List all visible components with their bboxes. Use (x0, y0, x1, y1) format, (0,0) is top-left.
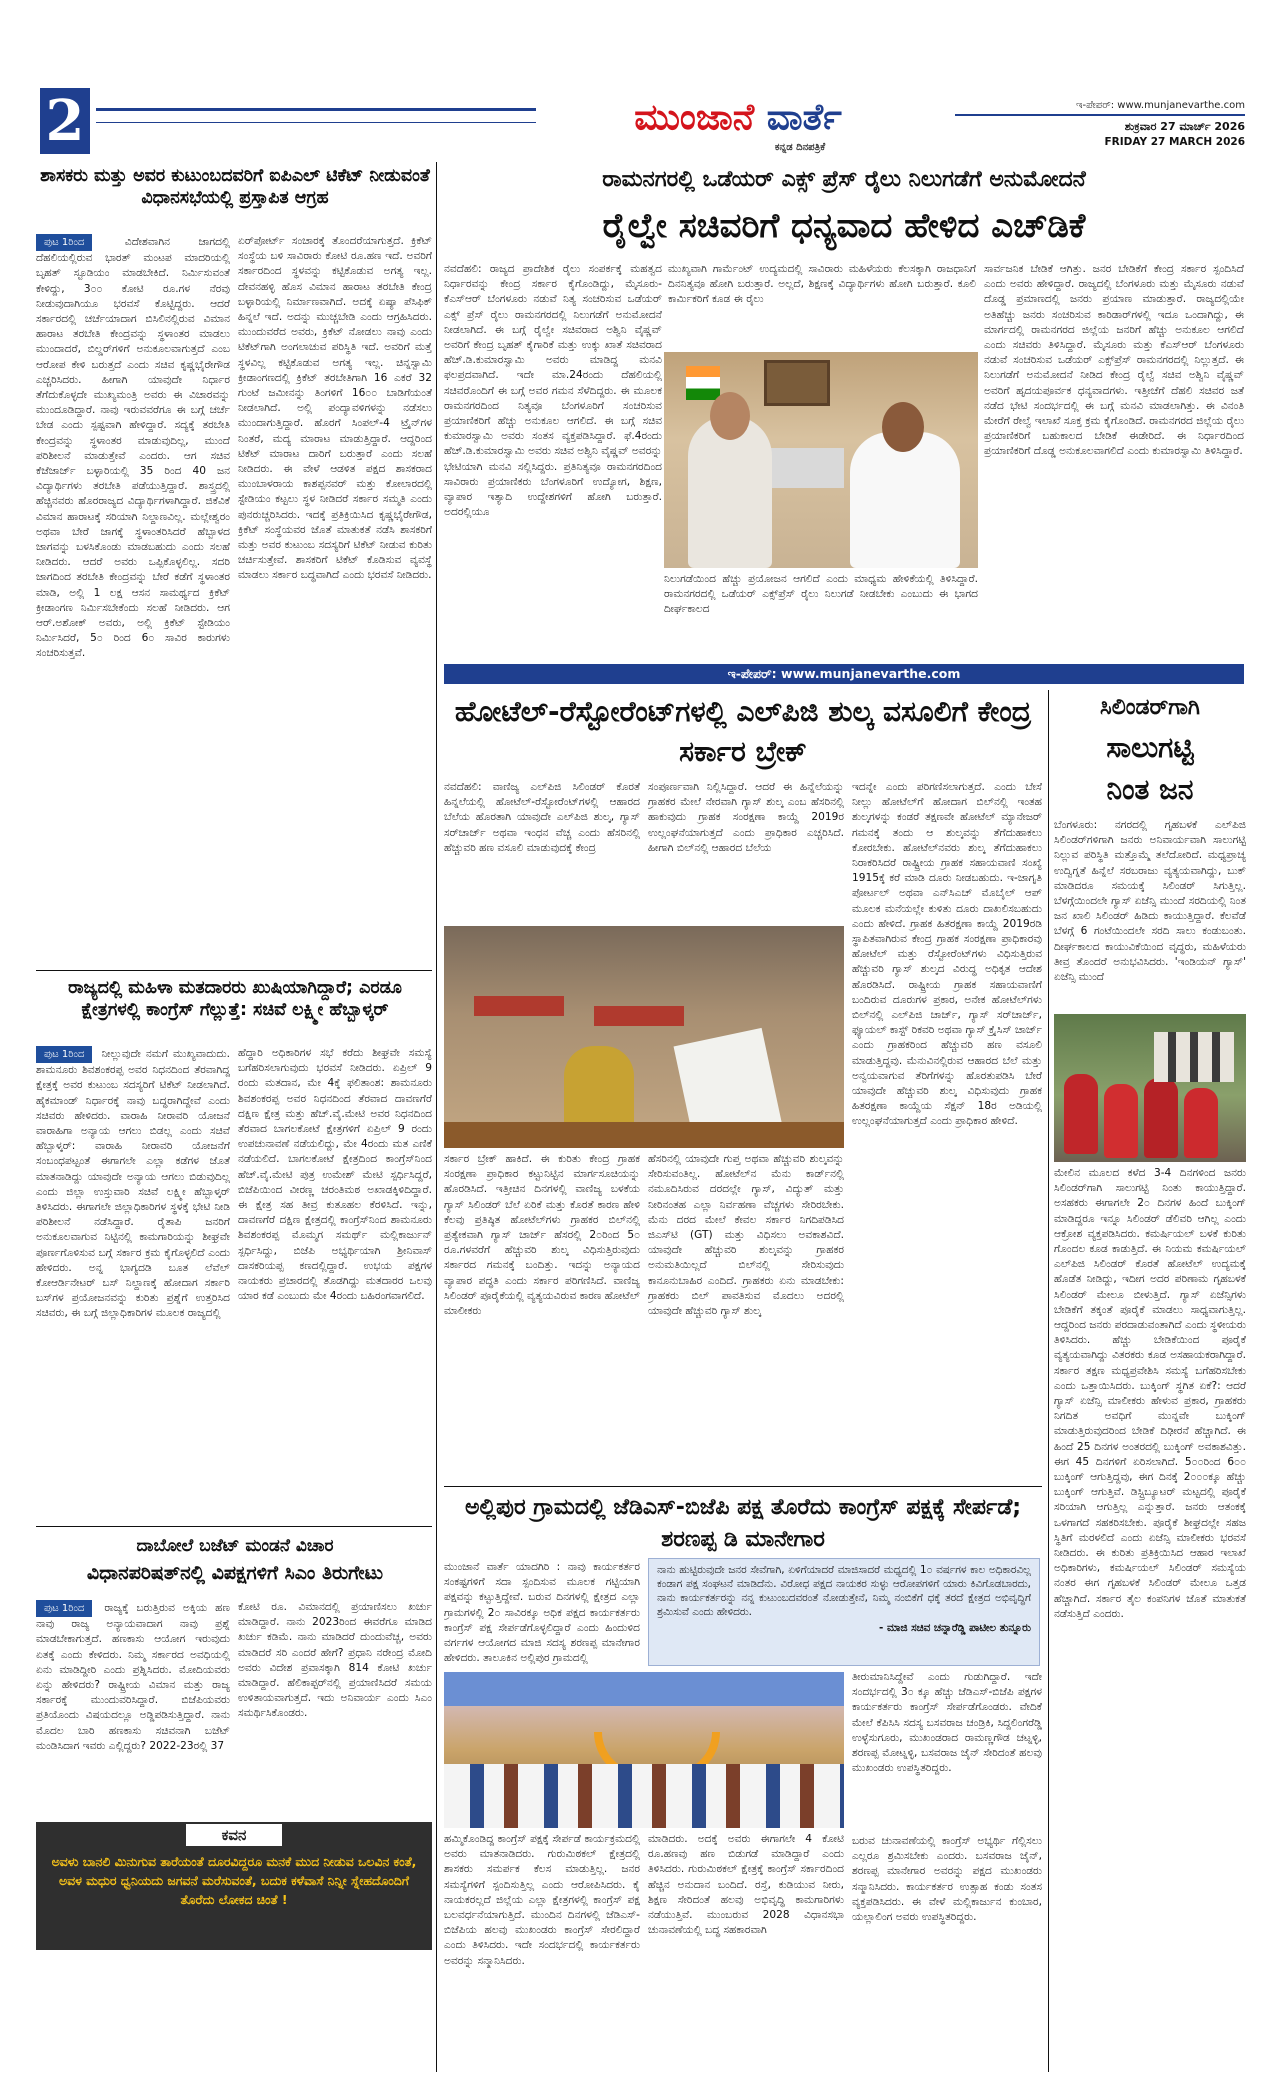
masthead-date-kannada: ಶುಕ್ರವಾರ 27 ಮಾರ್ಚ್ 2026 (1124, 120, 1245, 133)
alipura-text-2-bottom: ಮಾಡಿದರು. ಅದಕ್ಕೆ ಅವರು ಈಗಾಗಲೇ 4 ಕೋಟಿ ರೂ.ಹಣವು ಹಣ ಬಿಡುಗಡೆ ಮಾಡಿದ್ದಾರೆ ಎಂದು ತಿಳಿಸಿದರು. ಗುರುಮಿಠಕಲ್ ಕ್ಷೇತ್ರಕ್ಕೆ ಕಾಂಗ್ರೆಸ್ ಸರ್ಕಾರದಿಂದ ಹೆಚ್ಚಿನ ಅನುದಾನ ಬಂದಿದೆ. ರಸ್ತೆ, ಕುಡಿಯುವ ನೀರು, ಶಿಕ್ಷಣ ಸೇರಿದಂತೆ ಹಲವು ಅಭಿವೃದ್ಧಿ ಕಾಮಗಾರಿಗಳು ನಡೆಯುತ್ತಿವೆ. ಮುಂಬರುವ 2028 ವಿಧಾನಸಭಾ ಚುನಾವಣೆಯಲ್ಲಿ ಬದ್ಧ ಸಹಕಾರವಾಗಿ (648, 1833, 844, 1937)
alipura-column-1 (444, 1560, 640, 1668)
lpg-column-2 (648, 780, 844, 922)
photo-person-right (850, 432, 960, 568)
masthead-rule-right (955, 114, 1245, 116)
budget-column-1 (36, 1600, 230, 1816)
photo-cylinder-1 (1064, 1074, 1098, 1154)
alipura-column-3 (852, 1670, 1042, 1830)
masthead-title-part1: ಮುಂಜಾನೆ (634, 97, 755, 138)
budget-dateline: ಪುಟ 1ರಿಂದ (36, 1600, 92, 1617)
lpg-column-2-bottom (648, 1152, 844, 1480)
alipura-text-1-bottom: ಹಮ್ಮಿಕೊಂಡಿದ್ದ ಕಾಂಗ್ರೆಸ್ ಪಕ್ಷಕ್ಕೆ ಸೇರ್ಪಡೆ ಕಾರ್ಯಕ್ರಮದಲ್ಲಿ ಅವರು ಮಾತನಾಡಿದರು. ಗುರುಮಿಠಕಲ್ ಕ್ಷೇತ್ರದಲ್ಲಿ ಶಾಸಕರು ಸಮರ್ಪಕ ಕೆಲಸ ಮಾಡುತ್ತಿಲ್ಲ. ಜನರ ಸಮಸ್ಯೆಗಳಿಗೆ ಸ್ಪಂದಿಸುತ್ತಿಲ್ಲ ಎಂದು ಆರೋಪಿಸಿದರು. ಕೈ ನಾಯಕರಲ್ಲದೆ ಜಿಲ್ಲೆಯ ಎಲ್ಲಾ ಕ್ಷೇತ್ರಗಳಲ್ಲಿ ಕಾಂಗ್ರೆಸ್ ಪಕ್ಷ ಬಲವರ್ಧನೆಯಾಗುತ್ತಿದೆ. ಮುಂದಿನ ದಿನಗಳಲ್ಲಿ ಜೆಡಿಎಸ್-ಬಿಜೆಪಿಯ ಹಲವು ಮುಖಂಡರು ಕಾಂಗ್ರೆಸ್ ಸೇರಲಿದ್ದಾರೆ ಎಂದು ತಿಳಿಸಿದರು. ಇದೇ ಸಂದರ್ಭದಲ್ಲಿ ಕಾರ್ಯಕರ್ತರು ಅವರನ್ನು ಸನ್ಮಾನಿಸಿದರು. (444, 1833, 640, 1967)
photo-cylinder-3 (1144, 1078, 1178, 1158)
budget-text-1: ರಾಜ್ಯಕ್ಕೆ ಬರುತ್ತಿರುವ ಅಕ್ಕಿಯ ಹಣ ನಾವು ರಾಜ್ಯ ಅನ್ಯಾಯವಾದಾಗ ನಾವು ಪ್ರಶ್ನೆ ಮಾಡಬೇಕಾಗುತ್ತದೆ. ಹಣಕಾಸು ಆಯೋಗ ಇರುವುದು ಏತಕ್ಕೆ ಎಂದು ಕೇಳಿದರು. ನಿಮ್ಮ ಸರ್ಕಾರದ ಅವಧಿಯಲ್ಲಿ ಏನು ಮಾಡಿದ್ದೀರಿ ಎಂದು ಪ್ರಶ್ನಿಸಿದರು. ಮೋದಿಯವರು ಏನ್ನು ಹೇಳಿದರು? ರಾಷ್ಟ್ರೀಯ ವಿಮಾನ ಮತ್ತು ರಾಜ್ಯ ಸರ್ಕಾರಕ್ಕೆ ಮುಂದುವರಿಸಿದ್ದಾರೆ. ಬಿಜೆಪಿಯವರು ಪ್ರತಿಯೊಂದು ವಿಷಯದಲ್ಲೂ ಅಡ್ಡಿಪಡಿಸುತ್ತಿದ್ದಾರೆ. ನಾನು ಮೊದಲ ಬಾರಿ ಹಣಕಾಸು ಸಚಿವನಾಗಿ ಬಜೆಟ್ ಮಂಡಿಸಿದಾಗ ಇವರು ಎಲ್ಲಿದ್ದರು? 2022-23ರಲ್ಲಿ 37 (36, 1602, 230, 1752)
lead-column-1 (444, 262, 662, 550)
photo-people (1154, 1032, 1234, 1082)
lpg-headline: ಹೋಟೆಲ್-ರೆಸ್ಟೋರೆಂಟ್‌ಗಳಲ್ಲಿ ಎಲ್‌ಪಿಜಿ ಶುಲ್ಕ ವಸೂಲಿಗೆ ಕೇಂದ್ರ ಸರ್ಕಾರ ಬ್ರೇಕ್ (454, 695, 1032, 768)
photo-table-2 (594, 1006, 684, 1026)
lpg-text-1-bottom: ಸರ್ಕಾರ ಬ್ರೇಕ್ ಹಾಕಿದೆ. ಈ ಕುರಿತು ಕೇಂದ್ರ ಗ್ರಾಹಕ ಸಂರಕ್ಷಣಾ ಪ್ರಾಧಿಕಾರ ಕಟ್ಟುನಿಟ್ಟಿನ ಮಾರ್ಗಸೂಚಿಯನ್ನು ಹೊರಡಿಸಿದೆ. ಇತ್ತೀಚಿನ ದಿನಗಳಲ್ಲಿ ವಾಣಿಜ್ಯ ಬಳಕೆಯ ಗ್ಯಾಸ್ ಸಿಲಿಂಡರ್ ಬೆಲೆ ಏರಿಕೆ ಮತ್ತು ಕೊರತೆ ಕಾರಣ ಹೇಳಿ ಕೆಲವು ಪ್ರತಿಷ್ಠಿತ ಹೋಟೆಲ್‌ಗಳು ಗ್ರಾಹಕರ ಬಿಲ್‌ನಲ್ಲಿ ಪ್ರತ್ಯೇಕವಾಗಿ ಗ್ಯಾಸ್ ಚಾರ್ಜ್ ಹೆಸರಲ್ಲಿ 2೦ರಿಂದ 5೦ ರೂ.ಗಳವರೆಗೆ ಹೆಚ್ಚುವರಿ ಶುಲ್ಕ ವಿಧಿಸುತ್ತಿರುವುದು ಸರ್ಕಾರದ ಗಮನಕ್ಕೆ ಬಂದಿತ್ತು. ಇದನ್ನು ಅನ್ಯಾಯದ ವ್ಯಾಪಾರ ಪದ್ಧತಿ ಎಂದು ಸರ್ಕಾರ ಪರಿಗಣಿಸಿದೆ. ವಾಣಿಜ್ಯ ಸಿಲಿಂಡರ್ ಪೂರೈಕೆಯಲ್ಲಿ ವ್ಯತ್ಯಯವಿರುವ ಕಾರಣ ಹೋಟೆಲ್ ಮಾಲೀಕರು (444, 1153, 640, 1318)
ipl-column-2 (238, 234, 432, 966)
ipl-text-1: ವಿದೇಶವಾಗಿನ ಜಾಗದಲ್ಲಿ ದೆಹಲಿಯಲ್ಲಿರುವ ಭಾರತ್ ಮಂಟಪ ಮಾದರಿಯಲ್ಲಿ ಬೃಹತ್ ಸ್ಟೂಡಿಯಂ ಮಾಡಬೇಕಿದೆ. ನಿರ್ಮಿಸುವಂತೆ ಕೇಳಿದ್ದು, 3೦೦ ಕೋಟಿ ರೂ.ಗಳ ನೆರವು ನೀಡುವುದಾಗಿಯೂ ಭರವಸೆ ಕೊಟ್ಟಿದ್ದರು. ಆದರೆ ಸರ್ಕಾರದಲ್ಲಿ ಚರ್ಚೆಯಾದಾಗ ಬಿಸಿಲಿನಲ್ಲಿರುವ ವಿಮಾನ ಹಾರಾಟ ತರಬೇತಿ ಕೇಂದ್ರವನ್ನು ಸ್ಥಳಾಂತರ ಮಾಡಲು ಮುಂದಾದರೆ, ಬಿಲ್ಡರ್‌ಗಳಿಗೆ ಅನುಕೂಲವಾಗುತ್ತದೆ ಎಂಬ ಆರೋಪ ಕೇಳಿ ಬರುತ್ತದೆ ಎಂದು ಸಚಿವ ಕೃಷ್ಣಭೈರೇಗೌಡ ಎಚ್ಚರಿಸಿದರು. ಹೀಗಾಗಿ ಯಾವುದೇ ನಿರ್ಧಾರ ತೆಗೆದುಕೊಳ್ಳದೇ ಮುಖ್ಯಮಂತ್ರಿ ಅವರು ಈ ವಿಚಾರವನ್ನು ಮುಂದೂಡಿದ್ದಾರೆ. ನಾವು ಇರುವವರೆಗೂ ಈ ಬಗ್ಗೆ ಚರ್ಚೆ ಬೇಡ ಎಂದು ಸ್ಪಷ್ಟವಾಗಿ ಹೇಳಿದ್ದಾರೆ. ಸದ್ಯಕ್ಕೆ ತರಬೇತಿ ಕೇಂದ್ರವನ್ನು ಸ್ಥಳಾಂತರ ಮಾಡುವುದಿಲ್ಲ, ಮುಂದೆ ಪರಿಶೀಲನೆ ಮಾಡುತ್ತೇವೆ ಎಂದರು. ಆಗ ಸಚಿವ ಕೆಜೆಜಾರ್ಜ್ ಬಳ್ಳಾರಿಯಲ್ಲಿ 35 ರಿಂದ 40 ಜನ ವಿದ್ಯಾರ್ಥಿಗಳು ತರಬೇತಿ ಪಡೆಯುತ್ತಿದ್ದಾರೆ. ಶಾಸ್ತ್ರದಲ್ಲಿ ಹೆಚ್ಚಿನವರು ಹೊರರಾಜ್ಯದ ವಿದ್ಯಾರ್ಥಿಗಳಾಗಿದ್ದಾರೆ. ಜಿಕೆವಿಕೆ ವಿಮಾನ ಹಾರಾಟಕ್ಕೆ ಸರಿಯಾಗಿ ನಿಲ್ದಾಣವಿಲ್ಲ. ಮಲ್ಲೇಶ್ವರಂ ಅಥವಾ ಬೇರೆ ಜಾಗಕ್ಕೆ ಸ್ಥಳಾಂತರಿಸಿದರೆ ಹೆಬ್ಬಾಳದ ಜಾಗವನ್ನು ಬಳಸಿಕೊಂಡು ಮಾಡಬಹುದು ಎಂದು ಸಲಹೆ ನೀಡಿದರು. ಆದರೆ ಅವರು ಒಪ್ಪಿಕೊಳ್ಳಲಿಲ್ಲ. ಸದರಿ ಜಾಗದಿಂದ ತರಬೇತಿ ಕೇಂದ್ರವನ್ನು ಬೇರೆ ಕಡೆಗೆ ಸ್ಥಳಾಂತರ ಮಾಡಿ, ಅಲ್ಲಿ 1 ಲಕ್ಷ ಆಸನ ಸಾಮರ್ಥ್ಯದ ಕ್ರಿಕೆಟ್ ಕ್ರೀಡಾಂಗಣ ನಿರ್ಮಿಸಬೇಕೆಂದು ಸಲಹೆ ನೀಡಿದರು. ಆಗ ಆರ್.ಅಶೋಕ್ ಅವರು, ಅಲ್ಲಿ ಕ್ರಿಕೆಟ್ ಸ್ಟೇಡಿಯಂ ನಿರ್ಮಿಸಿದರೆ, 5೦ ರಿಂದ 6೦ ಸಾವಿರ ಕಾರುಗಳು ಸಂಚರಿಸುತ್ತವೆ. (36, 236, 230, 660)
ipl-text-2: ಏರ್‌ಪೋರ್ಟ್ ಸಂಚಾರಕ್ಕೆ ತೊಂದರೆಯಾಗುತ್ತದೆ. ಕ್ರಿಕೆಟ್ ಸಂಸ್ಥೆಯ ಬಳಿ ಸಾವಿರಾರು ಕೋಟಿ ರೂ.ಹಣ ಇದೆ. ಅವರಿಗೆ ಸರ್ಕಾರದಿಂದ ಸ್ಥಳವನ್ನು ಕಟ್ಟಿಕೊಡುವ ಅಗತ್ಯ ಇಲ್ಲ. ದೇವನಹಳ್ಳಿ ಹೊಸ ವಿಮಾನ ಹಾರಾಟ ತರಬೇತಿ ಕೇಂದ್ರ ಬಳ್ಳಾರಿಯಲ್ಲಿ ನಿರ್ಮಾಣವಾಗಿದೆ. ಅದಕ್ಕೆ ಏಷ್ಯಾ ಪೆಸಿಫಿಕ್ ಹಿನ್ನಲೆ ಇದೆ. ಅದನ್ನು ಮುಚ್ಚಬೇಡಿ ಎಂದು ಆಗ್ರಹಿಸಿದರು. ಮುಂದುವರೆದ ಅವರು, ಕ್ರಿಕೆಟ್ ನೋಡಲು ನಾವು ಎಂದು ಟಿಕೆಟ್‌ಗಾಗಿ ಅಂಗಲಾಚುವ ಪರಿಸ್ಥಿತಿ ಇದೆ. ಅವರಿಗೆ ಮತ್ತೆ ಸ್ಥಳವಿಲ್ಲ ಕಟ್ಟಿಕೊಡುವ ಅಗತ್ಯ ಇಲ್ಲ. ಚಿನ್ನಸ್ವಾಮಿ ಕ್ರೀಡಾಂಗಣದಲ್ಲಿ ಕ್ರಿಕೆಟ್ ತರಬೇತಿಗಾಗಿ 16 ಎಕರೆ 32 ಗುಂಟೆ ಜಮೀನನ್ನು ತಿಂಗಳಿಗೆ 16೦೦ ಬಾಡಿಗೆಯಂತೆ ನೀಡಲಾಗಿದೆ. ಅಲ್ಲಿ ಪಂದ್ಯಾವಳಿಗಳನ್ನು ನಡೆಸಲು ಮುಂದಾಗುತ್ತಿದ್ದಾರೆ. ಹೊರಗೆ ಸಿಂಪಲ್-4 ಟ್ರೈನ್‌ಗಳ ನಿಂತರೆ, ಮದ್ಯ ಮಾರಾಟ ಮಾಡುತ್ತಿದ್ದಾರೆ. ಆದ್ದರಿಂದ ಟಿಕೆಟ್ ಮಾರಾಟ ದಾರಿಗೆ ಬರುತ್ತಾರೆ ಎಂದು ಸಲಹೆ ನೀಡಿದರು. ಈ ವೇಳೆ ಆಡಳಿತ ಪಕ್ಷದ ಶಾಸಕರಾದ ಮುಂಬಾಳರಾಯ ಕಾಶಪ್ಪನವರ್ ಮತ್ತು ಕೋಲಾರದಲ್ಲಿ ಸ್ಟೇಡಿಯಂ ಕಟ್ಟಲು ಸ್ಥಳ ನೀಡಿದರೆ ಸರ್ಕಾರ ಸಮ್ಮತಿ ಎಂದು ಪುನರುಚ್ಚರಿಸಿದರು. ಇದಕ್ಕೆ ಪ್ರತಿಕ್ರಿಯಿಸಿದ ಕೃಷ್ಣಭೈರೇಗೌಡ, ಕ್ರಿಕೆಟ್ ಸಂಸ್ಥೆಯವರ ಜೊತೆ ಮಾತುಕತೆ ನಡೆಸಿ ಶಾಸಕರಿಗೆ ಮತ್ತು ಅವರ ಕುಟುಂಬ ಸದಸ್ಯರಿಗೆ ಟಿಕೆಟ್ ನೀಡುವ ಕುರಿತು ಚರ್ಚಿಸುತ್ತೇವೆ. ಶಾಸಕರಿಗೆ ಟಿಕೆಟ್ ಕೊಡಿಸುವ ವ್ಯವಸ್ಥೆ ಮಾಡಲು ಸರ್ಕಾರ ಬದ್ಧವಾಗಿದೆ ಎಂದು ಭರವಸೆ ನೀಡಿದರು. (238, 235, 432, 582)
divider-lpg (444, 1486, 1042, 1487)
alipura-column-2-bottom (648, 1832, 844, 2072)
cylinder-column-top (1054, 818, 1246, 1010)
cylinder-headline-line3: ನಿಂತ ಜನ (1106, 773, 1194, 806)
ipl-column-1 (36, 234, 230, 966)
lpg-text-1: ನವದೆಹಲಿ: ವಾಣಿಜ್ಯ ಎಲ್‌ಪಿಜಿ ಸಿಲಿಂಡರ್ ಕೊರತೆ ಹಿನ್ನಲೆಯಲ್ಲಿ ಹೋಟೆಲ್-ರೆಸ್ಟೋರೆಂಟ್‌ಗಳಲ್ಲಿ ಆಹಾರದ ಬೆಲೆಯ ಹೊರತಾಗಿ ಯಾವುದೇ ಎಲ್‌ಪಿಜಿ ಶುಲ್ಕ, ಗ್ಯಾಸ್ ಸರ್‌ಚಾರ್ಜ್ ಅಥವಾ ಇಂಧನ ವೆಚ್ಚ ಎಂದು ಹೆಸರಿನಲ್ಲಿ ಹೆಚ್ಚುವರಿ ಹಣ ವಸೂಲಿ ಮಾಡುವುದಕ್ಕೆ ಕೇಂದ್ರ (444, 781, 640, 854)
photo-person-right-head (882, 402, 924, 452)
photo-cylinder-2 (1104, 1084, 1138, 1158)
cylinder-column-bottom (1054, 1166, 1246, 2072)
ipl-dateline: ಪುಟ 1ರಿಂದ (36, 234, 92, 251)
hebbalkar-column-2 (238, 1046, 432, 1520)
alipura-headline: ಅಲ್ಲಿಪುರ ಗ್ರಾಮದಲ್ಲಿ ಜೆಡಿಎಸ್-ಬಿಜೆಪಿ ಪಕ್ಷ ತೊರೆದು ಕಾಂಗ್ರೆಸ್ ಪಕ್ಷಕ್ಕೆ ಸೇರ್ಪಡೆ; ಶರಣಪ್ಪ ಡಿ ಮಾನೇಗಾರ (464, 1495, 1022, 1552)
lead-text-1: ನವದೆಹಲಿ: ರಾಜ್ಯದ ಪ್ರಾದೇಶಿಕ ರೈಲು ಸಂಪರ್ಕಕ್ಕೆ ಮಹತ್ವದ ನಿರ್ಧಾರವನ್ನು ಕೇಂದ್ರ ಸರ್ಕಾರ ಕೈಗೊಂಡಿದ್ದು, ಮೈಸೂರು-ಕೆಎಸ್‌ಆರ್ ಬೆಂಗಳೂರು ನಡುವೆ ನಿತ್ಯ ಸಂಚರಿಸುವ ಒಡೆಯರ್ ಎಕ್ಸ್ ಪ್ರೆಸ್ ರೈಲು ರಾಮನಗರದಲ್ಲಿ ನಿಲುಗಡೆಗೆ ಅನುಮೋದನೆ ನೀಡಲಾಗಿದೆ. ಈ ಬಗ್ಗೆ ರೈಲ್ವೇ ಸಚಿವರಾದ ಅಶ್ವಿನಿ ವೈಷ್ಣವ್ ಅವರಿಗೆ ಕೇಂದ್ರ ಬೃಹತ್ ಕೈಗಾರಿಕೆ ಮತ್ತು ಉಕ್ಕು ಖಾತೆ ಸಚಿವರಾದ ಹೆಚ್.ಡಿ.ಕುಮಾರಸ್ವಾಮಿ ಅವರು ಮಾಡಿದ್ದ ಮನವಿ ಫಲಪ್ರದವಾಗಿದೆ. ಇದೇ ಮಾ.24ರಂದು ದೆಹಲಿಯಲ್ಲಿ ಸಚಿವರೊಂದಿಗೆ ಈ ಬಗ್ಗೆ ಅವರ ಗಮನ ಸೆಳೆದಿದ್ದರು. ಈ ಮೂಲಕ ರಾಮನಗರದಿಂದ ನಿತ್ಯವೂ ಬೆಂಗಳೂರಿಗೆ ಸಂಚರಿಸುವ ಪ್ರಯಾಣಿಕರಿಗೆ ಹೆಚ್ಚು ಅನುಕೂಲ ಆಗಲಿದೆ. ಈ ಬಗ್ಗೆ ಸಚಿವ ಕುಮಾರಸ್ವಾಮಿ ಅವರು ಸಂತಸ ವ್ಯಕ್ತಪಡಿಸಿದ್ದಾರೆ. ಫೆ.4ರಂದು ಹೆಚ್.ಡಿ.ಕುಮಾರಸ್ವಾಮಿ ಅವರು ಸಚಿವ ಅಶ್ವಿನಿ ವೈಷ್ಣವ್ ಅವರನ್ನು ಭೇಟಿಯಾಗಿ ಮನವಿ ಸಲ್ಲಿಸಿದ್ದರು. ಪ್ರತಿನಿತ್ಯವೂ ರಾಮನಗರದಿಂದ ಸಾವಿರಾರು ಪ್ರಯಾಣಿಕರು ಬೆಂಗಳೂರಿಗೆ ಉದ್ಯೋಗ, ಶಿಕ್ಷಣ, ವ್ಯಾಪಾರ ಇತ್ಯಾದಿ ಉದ್ದೇಶಗಳಿಗೆ ಹೋಗಿ ಬರುತ್ತಾರೆ. ಅದರಲ್ಲಿಯೂ (444, 263, 662, 519)
masthead-rule-left (96, 108, 536, 111)
lead-text-bottom: ನಿಲುಗಡೆಯಿಂದ ಹೆಚ್ಚು ಪ್ರಯೋಜನ ಆಗಲಿದೆ ಎಂದು ಮಾಧ್ಯಮ ಹೇಳಿಕೆಯಲ್ಲಿ ತಿಳಿಸಿದ್ದಾರೆ. ರಾಮನಗರದಲ್ಲಿ ಒಡೆಯರ್ ಎಕ್ಸ್‌ಪ್ರೆಸ್ ರೈಲು ನಿಲುಗಡೆ ನೀಡಬೇಕು ಎಂಬುದು ಈ ಭಾಗದ ದೀರ್ಘಕಾಲದ (664, 573, 978, 616)
page-number-box: 2 (40, 88, 90, 154)
lpg-column-1-bottom (444, 1152, 640, 1480)
masthead-subtitle: ಕನ್ನಡ ದಿನಪತ್ರಿಕೆ (774, 142, 826, 153)
lead-column-3 (984, 262, 1244, 662)
photo-table-1 (474, 996, 564, 1016)
lead-column-2 (668, 262, 976, 348)
masthead-website: ಇ-ಪೇಪರ್: www.munjanevarthe.com (1075, 100, 1245, 111)
lead-bottom-line (664, 572, 978, 660)
lead-kicker: ರಾಮನಗರಲ್ಲಿ ಒಡೆಯರ್ ಎಕ್ಸ್ ಪ್ರೆಸ್ ರೈಲು ನಿಲುಗಡೆಗೆ ಅನುಮೋದನೆ (602, 167, 1086, 192)
budget-column-2 (238, 1600, 432, 1816)
cylinder-text-bottom: ಮೇಲಿನ ಮೂಲದ ಕಳೆದ 3-4 ದಿನಗಳಿಂದ ಜನರು ಸಿಲಿಂಡರ್‌ಗಾಗಿ ಸಾಲುಗಟ್ಟಿ ನಿಂತು ಕಾಯುತ್ತಿದ್ದಾರೆ. ಅಸಹಕರು ಈಗಾಗಲೇ 2೦ ದಿನಗಳ ಹಿಂದೆ ಬುಕ್ಕಿಂಗ್ ಮಾಡಿದ್ದರೂ ಇನ್ನೂ ಸಿಲಿಂಡರ್ ಡೆಲಿವರಿ ಆಗಿಲ್ಲ ಎಂದು ಆಕ್ರೋಶ ವ್ಯಕ್ತಪಡಿಸಿದರು. ಕಮರ್ಷಿಯಲ್ ಬಳಕೆ ಕುರಿತು ಗೊಂದಲ ಕೂಡ ಕಾಡುತ್ತಿದೆ. ಈ ನಿಯಮ ಕಮರ್ಷಿಯಲ್ ಎಲ್‌ಪಿಜಿ ಸಿಲಿಂಡರ್ ಕೊರತೆ ಹೋಟೆಲ್ ಉದ್ಯಮಕ್ಕೆ ಹೊಡೆತ ನೀಡಿದ್ದು, ಇದೀಗ ಅದರ ಪರಿಣಾಮ ಗೃಹಬಳಕೆ ಸಿಲಿಂಡರ್ ಮೇಲೂ ಬೀಳುತ್ತಿದೆ. ಗ್ಯಾಸ್ ಏಜೆನ್ಸಿಗಳು ಬೇಡಿಕೆಗೆ ತಕ್ಕಂತೆ ಪೂರೈಕೆ ಮಾಡಲು ಸಾಧ್ಯವಾಗುತ್ತಿಲ್ಲ. ಆದ್ದರಿಂದ ಜನರು ಪರದಾಡುವಂತಾಗಿದೆ ಎಂದು ಸ್ಥಳೀಯರು ತಿಳಿಸಿದರು. ಹೆಚ್ಚು ಬೇಡಿಕೆಯಿಂದ ಪೂರೈಕೆ ವ್ಯತ್ಯಯವಾಗಿದ್ದು ವಿತರಕರು ಕೂಡ ಅಸಹಾಯಕರಾಗಿದ್ದಾರೆ. ಸರ್ಕಾರ ತಕ್ಷಣ ಮಧ್ಯಪ್ರವೇಶಿಸಿ ಸಮಸ್ಯೆ ಬಗೆಹರಿಸಬೇಕು ಎಂದು ಒತ್ತಾಯಿಸಿದರು. ಬುಕ್ಕಿಂಗ್ ಸ್ಥಗಿತ ಏಕೆ?: ಆದರೆ ಗ್ಯಾಸ್ ಏಜೆನ್ಸಿ ಮಾಲೀಕರು ಹೇಳುವ ಪ್ರಕಾರ, ಗ್ರಾಹಕರು ನಿಗದಿತ ಅವಧಿಗೆ ಮುನ್ನವೇ ಬುಕ್ಕಿಂಗ್ ಮಾಡುತ್ತಿರುವುದರಿಂದ ಬೇಡಿಕೆ ದಿಢೀರನೆ ಹೆಚ್ಚಾಗಿದೆ. ಈ ಹಿಂದೆ 25 ದಿನಗಳ ಅಂತರದಲ್ಲಿ ಬುಕ್ಕಿಂಗ್ ಅವಕಾಶವಿತ್ತು. ಈಗ 45 ದಿನಗಳಿಗೆ ಏರಿಸಲಾಗಿದೆ. 5೦೦ರಿಂದ 6೦೦ ಬುಕ್ಕಿಂಗ್ ಆಗುತ್ತಿದ್ದವು, ಈಗ ದಿನಕ್ಕೆ 2೦೦೦ಕ್ಕೂ ಹೆಚ್ಚು ಬುಕ್ಕಿಂಗ್ ಆಗುತ್ತಿವೆ. ಡಿಸ್ಟ್ರಿಬ್ಯೂಟರ್ ಮಟ್ಟದಲ್ಲಿ ಪೂರೈಕೆ ಸರಿಯಾಗಿ ಆಗುತ್ತಿಲ್ಲ ಎನ್ನುತ್ತಾರೆ. ಜನರು ಆತಂಕಕ್ಕೆ ಒಳಗಾಗದೆ ಸಹಕರಿಸಬೇಕು. ಪೂರೈಕೆ ಶೀಘ್ರದಲ್ಲೇ ಸಹಜ ಸ್ಥಿತಿಗೆ ಮರಳಲಿದೆ ಎಂದು ಏಜೆನ್ಸಿ ಮಾಲೀಕರು ಭರವಸೆ ನೀಡಿದರು. ಈ ಕುರಿತು ಪ್ರತಿಕ್ರಿಯಿಸಿದ ಆಹಾರ ಇಲಾಖೆ ಅಧಿಕಾರಿಗಳು, ಕಮರ್ಷಿಯಲ್ ಸಿಲಿಂಡರ್ ಸಮಸ್ಯೆಯ ನಂತರ ಈಗ ಗೃಹಬಳಕೆ ಸಿಲಿಂಡರ್ ಮೇಲೂ ಒತ್ತಡ ಹೆಚ್ಚಾಗಿದೆ. ಸರ್ಕಾರ ತೈಲ ಕಂಪನಿಗಳ ಜೊತೆ ಮಾತುಕತೆ ನಡೆಸುತ್ತಿದೆ ಎಂದರು. (1054, 1167, 1246, 1620)
photo-banner (444, 1672, 844, 1706)
epaper-banner: ಇ-ಪೇಪರ್: www.munjanevarthe.com (444, 664, 1244, 684)
photo-cylinder-4 (1184, 1088, 1218, 1158)
ipl-headline: ಶಾಸಕರು ಮತ್ತು ಅವರ ಕುಟುಂಬದವರಿಗೆ ಐಪಿಎಲ್ ಟಿಕೆಟ್ ನೀಡುವಂತೆ ವಿಧಾನಸಭೆಯಲ್ಲಿ ಪ್ರಸ್ತಾಪಿತ ಆಗ್ರಹ (40, 166, 430, 208)
budget-text-2: ಕೋಟಿ ರೂ. ವಿಮಾನದಲ್ಲಿ ಪ್ರಯಾಣಿಸಲು ಖರ್ಚು ಮಾಡಿದ್ದಾರೆ. ನಾನು 2023ರಿಂದ ಈವರೆಗೂ ಮಾಡಿದ ಖರ್ಚು ಕಡಿಮೆ. ನಾನು ಮಾಡಿದರೆ ದುಂದುವೆಚ್ಚ, ಅವರು ಮಾಡಿದರೆ ಸರಿ ಎಂದರೆ ಹೇಗೆ? ಪ್ರಧಾನಿ ನರೇಂದ್ರ ಮೋದಿ ಅವರು ವಿದೇಶ ಪ್ರವಾಸಕ್ಕಾಗಿ 814 ಕೋಟಿ ಖರ್ಚು ಮಾಡಿದ್ದಾರೆ. ಹೆಲಿಕಾಪ್ಟರ್‌ನಲ್ಲಿ ಪ್ರಯಾಣಿಸಿದರೆ ಸಮಯ ಉಳಿತಾಯವಾಗುತ್ತದೆ. ಇದು ಅನಿವಾರ್ಯ ಎಂದು ಸಿಎಂ ಸಮರ್ಥಿಸಿಕೊಂಡರು. (238, 1601, 432, 1720)
lead-text-2: ಮುಖ್ಯವಾಗಿ ಗಾರ್ಮೆಂಟ್ ಉದ್ಯಮದಲ್ಲಿ ಸಾವಿರಾರು ಮಹಿಳೆಯರು ಕೆಲಸಕ್ಕಾಗಿ ರಾಜಧಾನಿಗೆ ದಿನನಿತ್ಯವೂ ಹೋಗಿ ಬರುತ್ತಾರೆ. ಅಲ್ಲದೆ, ಶಿಕ್ಷಣಕ್ಕೆ ವಿದ್ಯಾರ್ಥಿಗಳು ಹೋಗಿ ಬರುತ್ತಾರೆ. ಕೂಲಿ ಕಾರ್ಮಿಕರಿಗೆ ಕೂಡ ಈ ರೈಲು (668, 263, 976, 306)
alipura-quote: ನಾನು ಹುಟ್ಟಿರುವುದೇ ಜನರ ಸೇವೆಗಾಗಿ, ಏಳಿಗೆಯಾದರೆ ಮಾಜಿಸಾದರೆ ಮಧ್ಯದಲ್ಲಿ 1೦ ವರ್ಷಗಳ ಕಾಲ ಅಧಿಕಾರವಿಲ್ಲ ಕಂಡಾಗ ಪಕ್ಷ ಸಂಘಟನೆ ಮಾಡಿದೆನು. ವಿರೋಧ ಪಕ್ಷದ ನಾಯಕರ ಸುಳ್ಳು ಆರೋಪಗಳಿಗೆ ಯಾರು ಕಿವಿಗೊಡಬಾರದು, ನಾನು ಕಾರ್ಯಕರ್ತರನ್ನು ನನ್ನ ಕುಟುಂಬದವರಂತೆ ನೋಡುತ್ತೇನೆ, ನಿಮ್ಮ ನಂಬಿಕೆಗೆ ಧಕ್ಕೆ ತರದೆ ಕ್ಷೇತ್ರದ ಅಭಿವೃದ್ಧಿಗೆ ಶ್ರಮಿಸುವೆ ಎಂದು ಹೇಳಿದರು. (657, 1564, 1031, 1618)
cylinder-text-top: ಬೆಂಗಳೂರು: ನಗರದಲ್ಲಿ ಗೃಹಬಳಕೆ ಎಲ್‌ಪಿಜಿ ಸಿಲಿಂಡರ್‌ಗಳಿಗಾಗಿ ಜನರು ಅನಿವಾರ್ಯವಾಗಿ ಸಾಲುಗಟ್ಟಿ ನಿಲ್ಲುವ ಪರಿಸ್ಥಿತಿ ಮತ್ತೊಮ್ಮೆ ತಲೆದೋರಿದೆ. ಮಧ್ಯಪ್ರಾಚ್ಯ ಉದ್ವಿಗ್ನತೆ ಹಿನ್ನೆಲೆ ಸರಬರಾಜು ವ್ಯತ್ಯಯವಾಗಿದ್ದು, ಬುಕ್ ಮಾಡಿದರೂ ಸಮಯಕ್ಕೆ ಸಿಲಿಂಡರ್ ಸಿಗುತ್ತಿಲ್ಲ. ಬೆಳಗ್ಗೆಯಿಂದಲೇ ಗ್ಯಾಸ್ ಏಜೆನ್ಸಿ ಮುಂದೆ ಸರದಿಯಲ್ಲಿ ನಿಂತ ಜನ ಖಾಲಿ ಸಿಲಿಂಡರ್ ಹಿಡಿದು ಕಾಯುತ್ತಿದ್ದಾರೆ. ಕೆಲವೆಡೆ ಬೆಳಗ್ಗೆ 6 ಗಂಟೆಯಿಂದಲೇ ಸರದಿ ಸಾಲು ಕಂಡುಬಂತು. ದೀರ್ಘಕಾಲದ ಕಾಯುವಿಕೆಯಿಂದ ವೃದ್ಧರು, ಮಹಿಳೆಯರು ತೀವ್ರ ತೊಂದರೆ ಅನುಭವಿಸಿದರು. 'ಇಂಡಿಯನ್ ಗ್ಯಾಸ್' ಏಜೆನ್ಸಿ ಮುಂದೆ (1054, 819, 1246, 984)
poem-box (36, 1822, 432, 1950)
masthead-title-part2: ವಾರ್ತೆ (766, 97, 842, 138)
alipura-photo-event (444, 1672, 844, 1828)
budget-headline-line2: ವಿಧಾನಪರಿಷತ್‌ನಲ್ಲಿ ವಿಪಕ್ಷಗಳಿಗೆ ಸಿಎಂ ತಿರುಗೇಟು (86, 1562, 384, 1584)
alipura-text-3: ತೀರುಮಾನಿಸಿದ್ದೇವೆ ಎಂದು ಗುಡುಗಿದ್ದಾರೆ. ಇದೇ ಸಂದರ್ಭದಲ್ಲಿ 3೦ ಕ್ಕೂ ಹೆಚ್ಚು ಜೆಡಿಎಸ್-ಬಿಜೆಪಿ ಪಕ್ಷಗಳ ಕಾರ್ಯಕರ್ತರು ಕಾಂಗ್ರೆಸ್ ಸೇರ್ಪಡೆಗೊಂಡರು. ವೇದಿಕೆ ಮೇಲೆ ಕೆಪಿಸಿಸಿ ಸದಸ್ಯ ಬಸವರಾಜ ಚಂಡ್ರಿಕಿ, ಸಿದ್ದಲಿಂಗರೆಡ್ಡಿ ಉಳ್ಳೆಸುಗೂರು, ಮುಖಂಡರಾದ ರಾಮಣ್ಣಗೌಡ ಚಟ್ನಳ್ಳಿ, ಶರಣಪ್ಪ ಮೋಟ್ನಳ್ಳಿ, ಬಸವರಾಜ ಜೈನ್ ಸೇರಿದಂತೆ ಹಲವು ಮುಖಂಡರು ಉಪಸ್ಥಿತರಿದ್ದರು. (852, 1671, 1042, 1775)
lpg-text-3: ಇದನ್ನೇ ಎಂದು ಪರಿಗಣಿಸಲಾಗುತ್ತದೆ. ಎಂದು ಬೇಸೆ ನೀಲ್ಲು ಹೋಟೆಲ್‌ಗೆ ಹೋದಾಗ ಬಿಲ್‌ನಲ್ಲಿ ಇಂತಹ ಶುಲ್ಕಗಳನ್ನು ಕಂಡರೆ ತಕ್ಷಣವೇ ಹೋಟೆಲ್ ಮ್ಯಾನೇಜರ್ ಗಮನಕ್ಕೆ ತಂದು ಆ ಶುಲ್ಕವನ್ನು ತೆಗೆದುಹಾಕಲು ಕೋರಬೇಕು. ಹೋಟೆಲ್‌ನವರು ಶುಲ್ಕ ತೆಗೆದುಹಾಕಲು ನಿರಾಕರಿಸಿದರೆ ರಾಷ್ಟ್ರೀಯ ಗ್ರಾಹಕ ಸಹಾಯವಾಣಿ ಸಂಖ್ಯೆ 1915ಕ್ಕೆ ಕರೆ ಮಾಡಿ ದೂರು ನೀಡಬಹುದು. ಇ-ಜಾಗೃತಿ ಪೋರ್ಟಲ್ ಅಥವಾ ಎನ್‌ಸಿಎಚ್ ಮೊಬೈಲ್ ಆಪ್ ಮೂಲಕ ಮನೆಯಲ್ಲೇ ಕುಳಿತು ದೂರು ದಾಖಲಿಸಬಹುದು ಎಂದು ಹೇಳಿದೆ. ಗ್ರಾಹಕ ಹಿತರಕ್ಷಣಾ ಕಾಯ್ದೆ 2019ರಡಿ ಸ್ಥಾಪಿತವಾಗಿರುವ ಕೇಂದ್ರ ಗ್ರಾಹಕ ಸಂರಕ್ಷಣಾ ಪ್ರಾಧಿಕಾರವು ಹೋಟೆಲ್ ಮತ್ತು ರೆಸ್ಟೋರೆಂಟ್‌ಗಳು ವಿಧಿಸುತ್ತಿರುವ ಹೆಚ್ಚುವರಿ ಗ್ಯಾಸ್ ಶುಲ್ಕದ ವಿರುದ್ಧ ಅಧಿಕೃತ ಆದೇಶ ಹೊರಡಿಸಿದೆ. ರಾಷ್ಟ್ರೀಯ ಗ್ರಾಹಕ ಸಹಾಯವಾಣಿಗೆ ಬಂದಿರುವ ದೂರುಗಳ ಪ್ರಕಾರ, ಅನೇಕ ಹೋಟೆಲ್‌ಗಳು ಬಿಲ್‌ನಲ್ಲಿ ಎಲ್‌ಪಿಜಿ ಚಾರ್ಜ್, ಗ್ಯಾಸ್ ಸರ್‌ಚಾರ್ಜ್, ಫ್ಯೂಯಲ್ ಕಾಸ್ಟ್ ರಿಕವರಿ ಅಥವಾ ಗ್ಯಾಸ್ ಕ್ರೈಸಿಸ್ ಚಾರ್ಜ್ ಎಂದು ಗ್ರಾಹಕರಿಂದ ಹೆಚ್ಚುವರಿ ಹಣ ವಸೂಲಿ ಮಾಡುತ್ತಿದ್ದವು. ಮೆನುವಿನಲ್ಲಿರುವ ಆಹಾರದ ಬೆಲೆ ಮತ್ತು ಅನ್ವಯವಾಗುವ ತೆರಿಗೆಗಳನ್ನು ಹೊರತುಪಡಿಸಿ ಬೇರೆ ಯಾವುದೇ ಹೆಚ್ಚುವರಿ ಶುಲ್ಕ ವಿಧಿಸುವುದು ಗ್ರಾಹಕ ಹಿತರಕ್ಷಣಾ ಕಾಯ್ದೆಯ ಸೆಕ್ಷನ್ 18ರ ಅಡಿಯಲ್ಲಿ ಉಲ್ಲಂಘನೆಯಾಗುತ್ತದೆ ಎಂದು ಪ್ರಾಧಿಕಾರ ಹೇಳಿದೆ. (852, 781, 1042, 1128)
alipura-text-3-bottom: ಬರುವ ಚುನಾವಣೆಯಲ್ಲಿ ಕಾಂಗ್ರೆಸ್ ಅಭ್ಯರ್ಥಿ ಗೆಲ್ಲಿಸಲು ಎಲ್ಲರೂ ಶ್ರಮಿಸಬೇಕು ಎಂದರು. ಬಸವರಾಜ ಜೈನ್, ಶರಣಪ್ಪ ಮಾನೇಗಾರ ಅವರನ್ನು ಪಕ್ಷದ ಮುಖಂಡರು ಸನ್ಮಾನಿಸಿದರು. ಕಾರ್ಯಕರ್ತರ ಉತ್ಸಾಹ ಕಂಡು ಸಂತಸ ವ್ಯಕ್ತಪಡಿಸಿದರು. ಈ ವೇಳೆ ಮಲ್ಲಿಕಾರ್ಜುನ ಕುಂಬಾರ, ಯಲ್ಲಾಲಿಂಗ ಅವರು ಉಪಸ್ಥಿತರಿದ್ದರು. (852, 1835, 1042, 1924)
alipura-column-1-bottom (444, 1832, 640, 2072)
masthead-logo (588, 96, 888, 146)
alipura-column-3-bottom (852, 1834, 1042, 2072)
cylinder-headline-line1: ಸಿಲಿಂಡರ್‌ಗಾಗಿ (1100, 695, 1200, 720)
photo-wall-frame (764, 360, 830, 406)
divider-ipl (36, 970, 432, 971)
poem-text: ಅವಳು ಬಾನಲಿ ಮಿನುಗುವ ತಾರೆಯಂತೆ ದೂರವಿದ್ದರೂ ಮನಕೆ ಮುದ ನೀಡುವ ಒಲವಿನ ಕಂತೆ, ಅವಳ ಮಧುರ ಧ್ವನಿಯದು ಜಗವನೆ ಮರೆಸುವಂತೆ, ಬದುಕ ಕಳೆವಾಸೆ ನಿನ್ನೀ ಸ್ನೇಹದೊಂದಿಗೆ ತೊರೆದು ಲೋಕದ ಚಿಂತೆ ! (51, 1854, 417, 1907)
hebbalkar-text-2: ಹೆದ್ದಾರಿ ಅಧಿಕಾರಿಗಳ ಸಭೆ ಕರೆದು ಶೀಘ್ರವೇ ಸಮಸ್ಯೆ ಬಗೆಹರಿಸಲಾಗುವುದು ಭರವಸೆ ನೀಡಿದರು. ಏಪ್ರಿಲ್ 9 ರಂದು ಮತದಾನ, ಮೇ 4ಕ್ಕೆ ಫಲಿತಾಂಶ: ಶಾಮನೂರು ಶಿವಶಂಕರಪ್ಪ ಅವರ ನಿಧನದಿಂದ ತೆರವಾದ ದಾವಣಗೆರೆ ದಕ್ಷಿಣ ಕ್ಷೇತ್ರ ಮತ್ತು ಹೆಚ್.ವೈ.ಮೇಟಿ ಅವರ ನಿಧನದಿಂದ ತೆರವಾದ ಬಾಗಲಕೋಟೆ ಕ್ಷೇತ್ರಗಳಿಗೆ ಏಪ್ರಿಲ್ 9 ರಂದು ಉಪಚುನಾವಣೆ ನಡೆಯಲಿದ್ದು, ಮೇ 4ರಂದು ಮತ ಎಣಿಕೆ ನಡೆಯಲಿದೆ. ಬಾಗಲಕೋಟೆ ಕ್ಷೇತ್ರದಿಂದ ಕಾಂಗ್ರೆಸ್‌ನಿಂದ ಹೆಚ್.ವೈ.ಮೇಟಿ ಪುತ್ರ ಉಮೇಶ್ ಮೇಟಿ ಸ್ಪರ್ಧಿಸಿದ್ದರೆ, ಬಿಜೆಪಿಯಿಂದ ವೀರಣ್ಣ ಚರಂತಿಮಠ ಅಖಾಡಕ್ಕಿಳಿದಿದ್ದಾರೆ. ಈ ಕ್ಷೇತ್ರ ಸಹ ತೀವ್ರ ಕುತೂಹಲ ಕೆರಳಿಸಿದೆ. ಇನ್ನು, ದಾವಣಗೆರೆ ದಕ್ಷಿಣ ಕ್ಷೇತ್ರದಲ್ಲಿ ಕಾಂಗ್ರೆಸ್‌ನಿಂದ ಶಾಮನೂರು ಶಿವಶಂಕರಪ್ಪ ಮೊಮ್ಮಗ ಸಮರ್ಥ್ ಮಲ್ಲಿಕಾರ್ಜುನ್ ಸ್ಪರ್ಧಿಸಿದ್ದು, ಬಿಜೆಪಿ ಅಭ್ಯರ್ಥಿಯಾಗಿ ಶ್ರೀನಿವಾಸ್ ದಾಸಕರಿಯಪ್ಪ ಕಣದಲ್ಲಿದ್ದಾರೆ. ಉಭಯ ಪಕ್ಷಗಳ ನಾಯಕರು ಪ್ರಚಾರದಲ್ಲಿ ತೊಡಗಿದ್ದು ಮತದಾರರ ಒಲವು ಯಾರ ಕಡೆ ಎಂಬುದು ಮೇ 4ರಂದು ಬಹಿರಂಗವಾಗಲಿದೆ. (238, 1047, 432, 1303)
masthead-rule-left-thin (96, 122, 536, 123)
photo-crowd (444, 1764, 844, 1828)
photo-foreground-table (444, 1122, 844, 1148)
lpg-text-2-bottom: ಹೆಸರಿನಲ್ಲಿ ಯಾವುದೇ ಗುಪ್ತ ಅಥವಾ ಹೆಚ್ಚುವರಿ ಶುಲ್ಕವನ್ನು ಸೇರಿಸುವಂತಿಲ್ಲ. ಹೋಟೆಲ್‌ನ ಮೆನು ಕಾರ್ಡ್‌ನಲ್ಲಿ ನಮೂದಿಸಿರುವ ದರದಲ್ಲೇ ಗ್ಯಾಸ್, ವಿದ್ಯುತ್ ಮತ್ತು ನೀರಿನಂತಹ ಎಲ್ಲಾ ನಿರ್ವಹಣಾ ವೆಚ್ಚಗಳು ಸೇರಿರಬೇಕು. ಮೆನು ದರದ ಮೇಲೆ ಕೇವಲ ಸರ್ಕಾರ ನಿಗದಿಪಡಿಸಿದ ಜಿಎಸ್‌ಟಿ (GT) ಮತ್ತು ವಿಧಿಸಲು ಅವಕಾಶವಿದೆ. ಯಾವುದೇ ಹೆಚ್ಚುವರಿ ಶುಲ್ಕವನ್ನು ಗ್ರಾಹಕರ ಅನುಮತಿಯಿಲ್ಲದೆ ಬಿಲ್‌ನಲ್ಲಿ ಸೇರಿಸುವುದು ಕಾನೂನುಬಾಹಿರ ಎಂದಿದೆ. ಗ್ರಾಹಕರು ಏನು ಮಾಡಬೇಕು: ಗ್ರಾಹಕರು ಬಿಲ್ ಪಾವತಿಸುವ ಮೊದಲು ಅದರಲ್ಲಿ ಯಾವುದೇ ಹೆಚ್ಚುವರಿ ಗ್ಯಾಸ್ ಶುಲ್ಕ (648, 1153, 844, 1318)
lead-headline: ರೈಲ್ವೇ ಸಚಿವರಿಗೆ ಧನ್ಯವಾದ ಹೇಳಿದ ಎಚ್‌ಡಿಕೆ (602, 206, 1086, 246)
budget-headline-line1: ದಾಬೋಲೆ ಬಜೆಟ್ ಮಂಡನೆ ವಿಚಾರ (136, 1536, 334, 1556)
photo-flag (686, 366, 720, 400)
lpg-text-2: ಸಂಪೂರ್ಣವಾಗಿ ನಿಲ್ಲಿಸಿದ್ದಾರೆ. ಆದರೆ ಈ ಹಿನ್ನೆಲೆಯನ್ನು ಗ್ರಾಹಕರ ಮೇಲೆ ನೇರವಾಗಿ ಗ್ಯಾಸ್ ಶುಲ್ಕ ಎಂಬ ಹೆಸರಿನಲ್ಲಿ ಹಾಕುವುದು ಗ್ರಾಹಕ ಸಂರಕ್ಷಣಾ ಕಾಯ್ದೆ 2019ರ ಉಲ್ಲಂಘನೆಯಾಗುತ್ತದೆ ಎಂದು ಪ್ರಾಧಿಕಾರ ಎಚ್ಚರಿಸಿದೆ. ಹೀಗಾಗಿ ಬಿಲ್‌ನಲ್ಲಿ ಆಹಾರದ ಬೆಲೆಯ (648, 781, 844, 854)
divider-hebbalkar (36, 1526, 432, 1527)
lead-text-3: ಸಾರ್ವಜನಿಕ ಬೇಡಿಕೆ ಆಗಿತ್ತು. ಜನರ ಬೇಡಿಕೆಗೆ ಕೇಂದ್ರ ಸರ್ಕಾರ ಸ್ಪಂದಿಸಿದೆ ಎಂದು ಅವರು ಹೇಳಿದ್ದಾರೆ. ರಾಜ್ಯದಲ್ಲಿ ಬೆಂಗಳೂರು ಮತ್ತು ಮೈಸೂರು ನಡುವೆ ದೊಡ್ಡ ಪ್ರಮಾಣದಲ್ಲಿ ಜನರು ಪ್ರಯಾಣ ಮಾಡುತ್ತಾರೆ. ರಾಜ್ಯದಲ್ಲಿಯೇ ಅತಿಹೆಚ್ಚು ಜನರು ಸಂಚರಿಸುವ ಕಾರಿಡಾರ್‌ಗಳಲ್ಲಿ ಇದೂ ಒಂದಾಗಿದ್ದು, ಈ ಮಾರ್ಗದಲ್ಲಿ ರಾಮನಗರದ ಜಿಲ್ಲೆಯ ಜನರಿಗೆ ಹೆಚ್ಚು ಅನುಕೂಲ ಆಗಲಿದೆ ಎಂದು ಸಚಿವರು ತಿಳಿಸಿದ್ದಾರೆ. ಮೈಸೂರು ಮತ್ತು ಕೆಎಸ್‌ಆರ್ ಬೆಂಗಳೂರು ನಡುವೆ ಸಂಚರಿಸುವ ಒಡೆಯರ್ ಎಕ್ಸ್‌ಪ್ರೆಸ್ ರಾಮನಗರದಲ್ಲಿ ನಿಲ್ಲುತ್ತದೆ. ಈ ನಿಲುಗಡೆಗೆ ಅನುಮೋದನೆ ನೀಡಿದ ಕೇಂದ್ರ ರೈಲ್ವೆ ಸಚಿವ ಅಶ್ವಿನಿ ವೈಷ್ಣವ್ ಅವರಿಗೆ ಹೃದಯಪೂರ್ವಕ ಧನ್ಯವಾದಗಳು. ಇತ್ತೀಚೆಗೆ ದೆಹಲಿ ಸಚಿವರ ಜತೆ ನಡೆದ ಭೇಟಿ ಸಂದರ್ಭದಲ್ಲಿ ಈ ಬಗ್ಗೆ ಮನವಿ ಮಾಡಲಾಗಿತ್ತು. ಈ ವಿನಂತಿ ಮೇರೆಗೆ ರೇಲ್ವೆ ಇಲಾಖೆ ಸೂಕ್ತ ಕ್ರಮ ಕೈಗೊಂಡಿದೆ. ರಾಮನಗರದ ಜಿಲ್ಲೆಯ ರೈಲು ಪ್ರಯಾಣಿಕರಿಗೆ ಬಹುಕಾಲದ ಬೇಡಿಕೆ ಈಡೇರಿದೆ. ಈ ನಿರ್ಧಾರದಿಂದ ಪ್ರಯಾಣಿಕರಿಗೆ ದೊಡ್ಡ ಅನುಕೂಲವಾಗಲಿದೆ ಎಂದು ಕುಮಾರಸ್ವಾಮಿ ತಿಳಿಸಿದ್ದಾರೆ. (984, 263, 1244, 458)
lpg-column-3 (852, 780, 1042, 1480)
hebbalkar-text-1: ನೀಲ್ಲುವುದೇ ನಮಗೆ ಮುಖ್ಯವಾದುದು. ಶಾಮನೂರು ಶಿವಶಂಕರಪ್ಪ ಅವರ ನಿಧನದಿಂದ ತೆರವಾಗಿದ್ದ ಕ್ಷೇತ್ರಕ್ಕೆ ಅವರ ಕುಟುಂಬ ಸದಸ್ಯರಿಗೆ ಟಿಕೆಟ್ ನೀಡಲಾಗಿದೆ. ಹೈಕಮಾಂಡ್ ನಿರ್ಧಾರಕ್ಕೆ ನಾವು ಬದ್ಧರಾಗಿದ್ದೇವೆ ಎಂದು ಸಚಿವರು ಹೇಳಿದರು. ವಾರಾಹಿ ನೀರಾವರಿ ಯೋಜನೆ ವಾರಾಹಿಗಾ ಅನ್ಯಾಯ ಆಗಲು ಬಿಡಲ್ಲ ಎಂದು ಸಚಿವೆ ಹೆಬ್ಬಾಳ್ಕರ್: ವಾರಾಹಿ ನೀರಾವರಿ ಯೋಜನೆಗೆ ಸಂಬಂಧಪಟ್ಟಂತೆ ಈಗಾಗಲೇ ಎಲ್ಲಾ ಕಡೆಗಳ ಜೊತೆ ಮಾತನಾಡಿದ್ದು ಯಾವುದೇ ಅನ್ಯಾಯ ಆಗಲು ಬಿಡುವುದಿಲ್ಲ ಎಂದು ಜಿಲ್ಲಾ ಉಸ್ತುವಾರಿ ಸಚಿವೆ ಲಕ್ಷ್ಮೀ ಹೆಬ್ಬಾಳ್ಕರ್ ತಿಳಿಸಿದರು. ಈಗಾಗಲೇ ಜಿಲ್ಲಾಧಿಕಾರಿಗಳ ಸ್ಥಳಕ್ಕೆ ಭೇಟಿ ನೀಡಿ ಪರಿಶೀಲನೆ ನಡೆಸಿದ್ದಾರೆ. ರೈತಾಪಿ ಜನರಿಗೆ ಅನುಕೂಲವಾಗುವ ನಿಟ್ಟಿನಲ್ಲಿ ಕಾಮಗಾರಿಯನ್ನು ಶೀಘ್ರವೇ ಪೂರ್ಣಗೊಳಿಸುವ ಬಗ್ಗೆ ಸರ್ಕಾರ ಕ್ರಮ ಕೈಗೊಳ್ಳಲಿದೆ ಎಂದು ಹೇಳಿದರು. ಅನ್ನ ಭಾಗ್ಯದಡಿ ಬೂತ ಲೆವೆಲ್ ಕೋಆರ್ಡಿನೇಟರ್ ಬಸ್ ನಿಲ್ದಾಣಕ್ಕೆ ಹೋದಾಗ ಸರ್ಕಾರಿ ಬಸ್‌ಗಳ ಪ್ರಯೋಜನವನ್ನು ಕುರಿತು ಪ್ರಶ್ನೆಗೆ ಉತ್ತರಿಸಿದ ಸಚಿವರು, ಈ ಬಗ್ಗೆ ಜಿಲ್ಲಾಧಿಕಾರಿಗಳ ಮೂಲಕ ರಾಜ್ಯದಲ್ಲಿ (36, 1048, 230, 1320)
divider-left-column (436, 162, 437, 2072)
lead-photo-ministers (664, 352, 978, 568)
alipura-quote-attribution: - ಮಾಜಿ ಸಚಿವ ಚನ್ನಾರೆಡ್ಡಿ ಪಾಟೀಲ ತುನ್ನೂರು (879, 1622, 1031, 1634)
divider-right-column (1048, 690, 1049, 2072)
masthead-date-english: FRIDAY 27 MARCH 2026 (1104, 136, 1245, 148)
cylinder-headline-line2: ಸಾಲುಗಟ್ಟಿ (1106, 731, 1194, 764)
hebbalkar-dateline: ಪುಟ 1ರಿಂದ (36, 1046, 92, 1063)
hebbalkar-column-1 (36, 1046, 230, 1520)
cylinder-photo (1054, 1014, 1246, 1162)
poem-label: ಕವನ (186, 1824, 282, 1846)
alipura-quote-box (648, 1558, 1040, 1666)
lpg-column-1 (444, 780, 640, 922)
lpg-photo-restaurant (444, 926, 844, 1148)
photo-person-left-head (710, 392, 750, 440)
hebbalkar-headline: ರಾಜ್ಯದಲ್ಲಿ ಮಹಿಳಾ ಮತದಾರರು ಖುಷಿಯಾಗಿದ್ದಾರೆ; ಎರಡೂ ಕ್ಷೇತ್ರಗಳಲ್ಲಿ ಕಾಂಗ್ರೆಸ್ ಗೆಲ್ಲುತ್ತೆ: ಸಚಿವೆ ಲಕ್ಷ್ಮೀ ಹೆಬ್ಬಾಳ್ಕರ್ (68, 978, 402, 1020)
alipura-text-1: ಮುಂಜಾನೆ ವಾರ್ತೆ ಯಾದಗಿರಿ : ನಾವು ಕಾರ್ಯಕರ್ತರ ಸಂಕಷ್ಟಗಳಿಗೆ ಸದಾ ಸ್ಪಂದಿಸುವ ಮೂಲಕ ಗಟ್ಟಿಯಾಗಿ ಪಕ್ಷವನ್ನು ಕಟ್ಟುತ್ತಿದ್ದೇವೆ. ಬರುವ ದಿನಗಳಲ್ಲಿ ಕ್ಷೇತ್ರದ ಎಲ್ಲಾ ಗ್ರಾಮಗಳಲ್ಲಿ 2೦ ಸಾವಿರಕ್ಕೂ ಅಧಿಕ ಪಕ್ಷದ ಕಾರ್ಯಕರ್ತರು ಕಾಂಗ್ರೆಸ್ ಪಕ್ಷ ಸೇರ್ಪಡೆಗೊಳ್ಳಲಿದ್ದಾರೆ ಎಂದು ಹಿಂದುಳಿದ ವರ್ಗಗಳ ಆಯೋಗದ ಮಾಜಿ ಸದಸ್ಯ ಶರಣಪ್ಪ ಮಾನೇಗಾರ ಹೇಳಿದರು. ತಾಲೂಕಿನ ಅಲ್ಲಿಪುರ ಗ್ರಾಮದಲ್ಲಿ (444, 1561, 640, 1665)
